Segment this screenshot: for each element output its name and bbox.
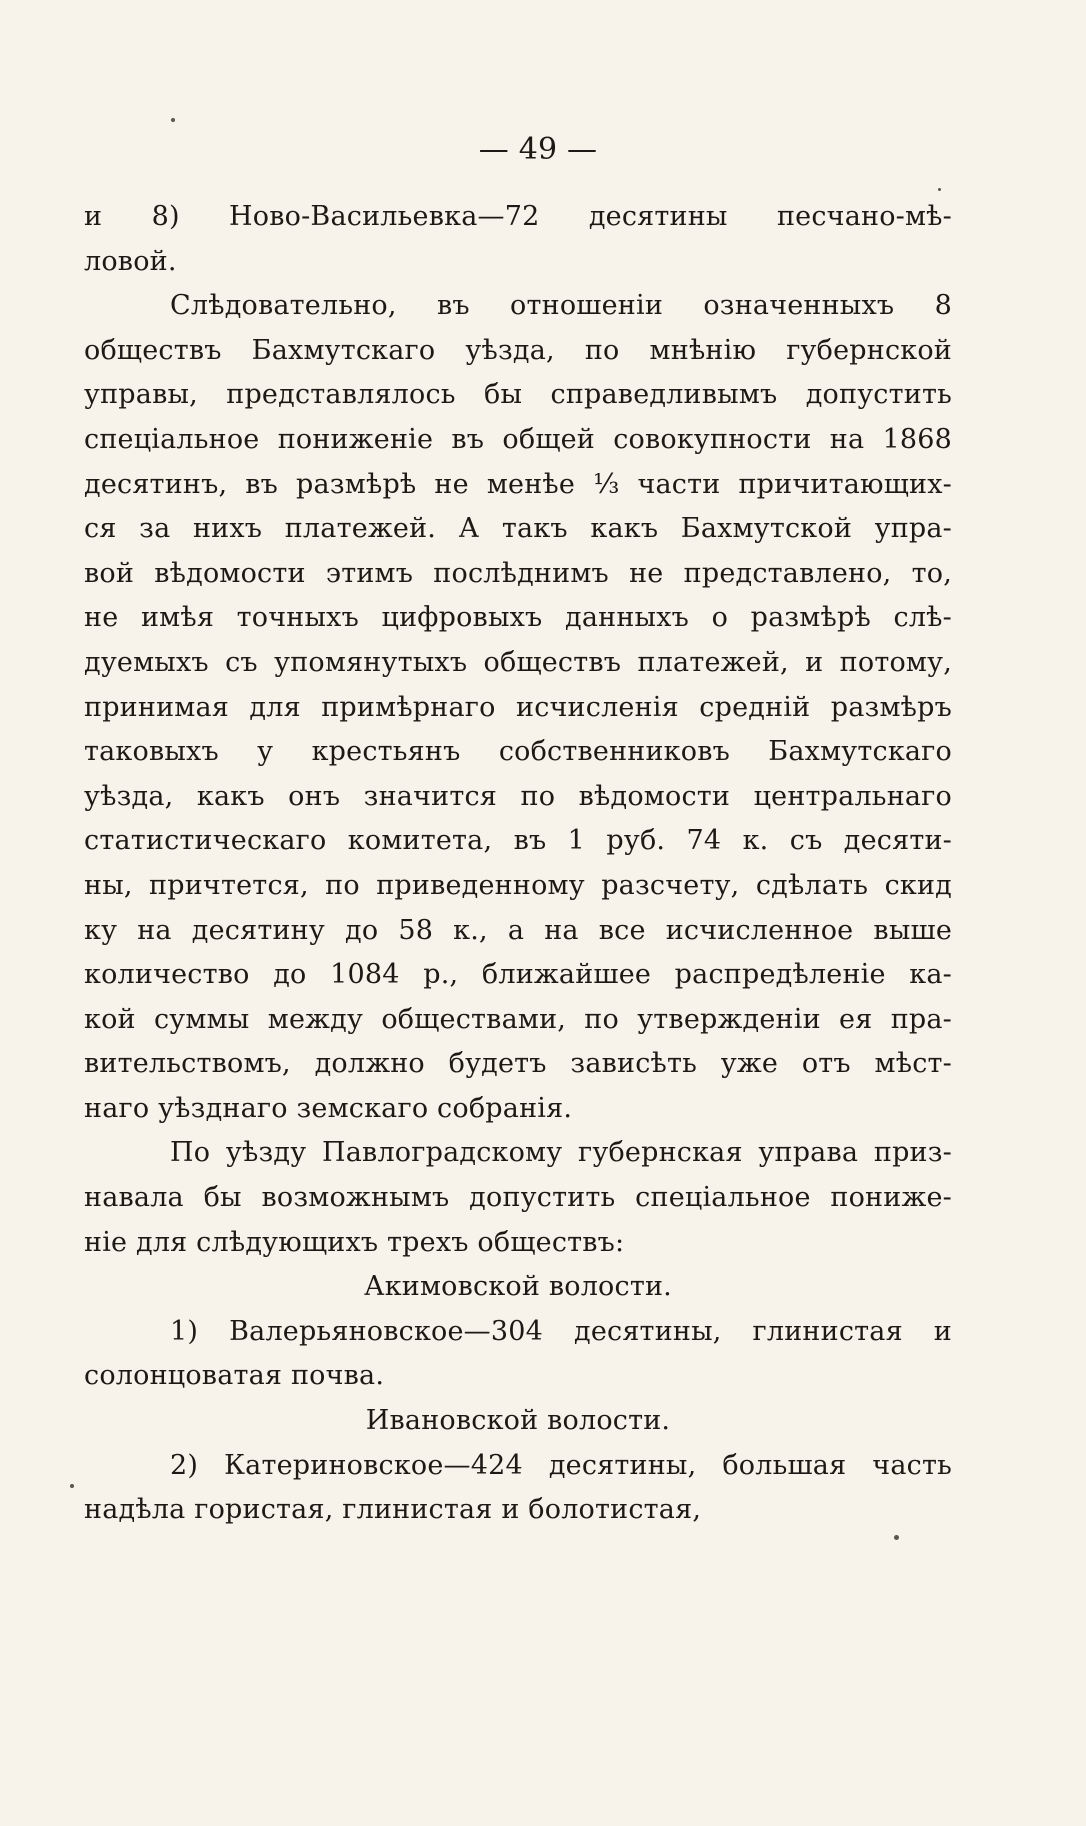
page-number: — 49 — — [478, 132, 598, 167]
ink-speck — [171, 118, 175, 122]
ink-speck — [70, 1484, 74, 1488]
text-line: статистическаго комитета, въ 1 руб. 74 к. съ десяти- — [84, 825, 952, 857]
text-line: кой суммы между обществами, по утвержденіи ея пра- — [84, 1003, 952, 1035]
text-line: принимая для примѣрнаго исчисленія средній размѣръ — [84, 691, 952, 723]
text-line: ловой. — [84, 245, 177, 277]
text-line: Слѣдовательно, въ отношеніи означенныхъ 8 — [170, 290, 952, 322]
text-line: и 8) Ново-Васильевка—72 десятины песчано-мѣ- — [84, 201, 952, 232]
text-line: надѣла гористая, глинистая и болотистая, — [84, 1494, 702, 1526]
text-line: наго уѣзднаго земскаго собранія. — [84, 1092, 573, 1124]
text-line: уѣзда, какъ онъ значится по вѣдомости центральнаго — [84, 780, 952, 812]
ink-speck — [894, 1535, 899, 1540]
section-heading: Ивановской волости. — [365, 1405, 671, 1437]
text-line: навала бы возможнымъ допустить спеціальное пониже- — [84, 1182, 952, 1214]
text-line: дуемыхъ съ упомянутыхъ обществъ платежей, и потому, — [84, 646, 952, 678]
text-line: спеціальное пониженіе въ общей совокупности на 1868 — [84, 423, 952, 455]
text-line: не имѣя точныхъ цифровыхъ данныхъ о размѣрѣ слѣ- — [84, 602, 952, 634]
page-text — [84, 132, 952, 1533]
text-line: количество до 1084 р., ближайшее распредѣленіе ка- — [84, 959, 952, 991]
text-line: обществъ Бахмутскаго уѣзда, по мнѣнію губернской — [84, 334, 952, 366]
text-line: ны, причтется, по приведенному разсчету, сдѣлать скид — [84, 869, 952, 901]
section-heading: Акимовской волости. — [364, 1271, 672, 1303]
text-line: ку на десятину до 58 к., а на все исчисленное выше — [84, 914, 952, 946]
text-line: управы, представлялось бы справедливымъ допустить — [84, 379, 952, 411]
text-line: вой вѣдомости этимъ послѣднимъ не представлено, то, — [84, 557, 952, 589]
text-line: вительствомъ, должно будетъ зависѣть уже отъ мѣст- — [84, 1048, 952, 1080]
text-line: ся за нихъ платежей. А такъ какъ Бахмутской упра- — [84, 513, 952, 545]
text-line: таковыхъ у крестьянъ собственниковъ Бахмутскаго — [84, 736, 952, 768]
text-line: ніе для слѣдующихъ трехъ обществъ: — [84, 1226, 625, 1258]
text-line: солонцоватая почва. — [84, 1360, 385, 1392]
text-line: десятинъ, въ размѣрѣ не менѣе ⅓ части причитающих- — [84, 468, 952, 500]
text-line: По уѣзду Павлоградскому губернская управа приз- — [170, 1137, 952, 1169]
text-line: 2) Катериновское—424 десятины, большая часть — [170, 1449, 952, 1481]
text-line: 1) Валерьяновское—304 десятины, глинистая и — [170, 1315, 952, 1347]
